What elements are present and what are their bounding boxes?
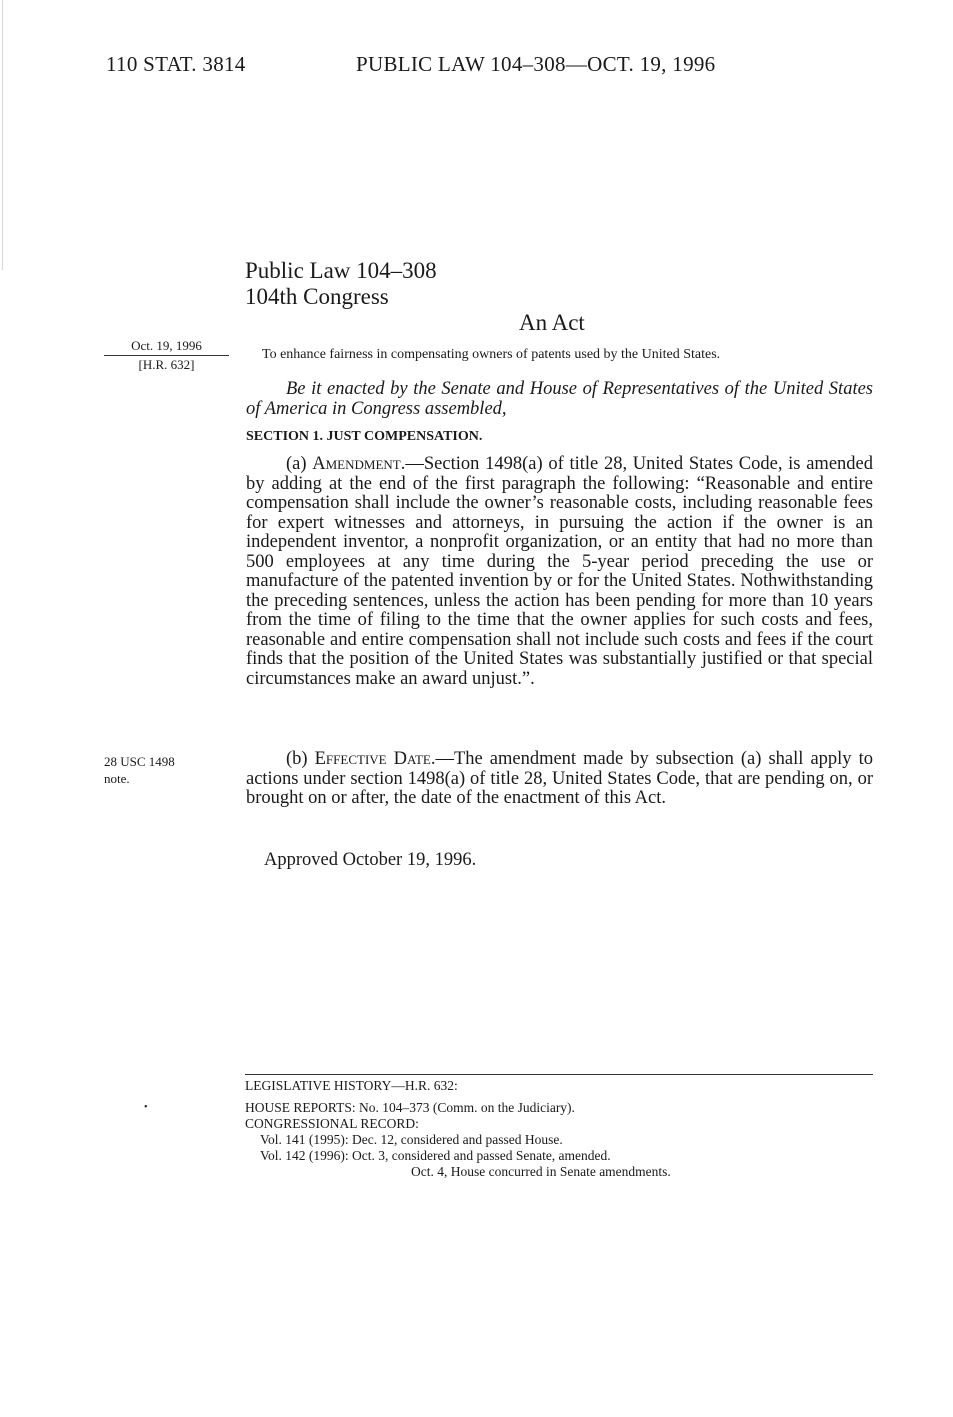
margin-note-label: note.	[104, 771, 130, 786]
subsection-b-text: .—The amendment made by subsection (a) shall apply to actions under section 1498(a) of title 28, United States Code, that are pending on, or brought on or after, the date of the enactment of this Act.	[246, 749, 873, 808]
margin-date: Oct. 19, 1996	[131, 338, 202, 353]
margin-note-citation: 28 USC 1498	[104, 754, 175, 769]
record-vol-141: Vol. 141 (1995): Dec. 12, considered and passed House.	[260, 1132, 563, 1147]
approval-line: Approved October 19, 1996.	[264, 850, 477, 870]
scan-edge-line	[2, 0, 3, 270]
act-purpose: To enhance fairness in compensating owners of patents used by the United States.	[262, 347, 721, 362]
margin-bill: [H.R. 632]	[138, 357, 195, 372]
bullet-mark: •	[144, 1102, 148, 1113]
subsection-b	[246, 750, 873, 809]
act-heading: An Act	[519, 310, 585, 335]
record-vol-142-continued: Oct. 4, House concurred in Senate amendments.	[411, 1164, 671, 1179]
law-number: Public Law 104–308	[245, 258, 437, 283]
subsection-a-caption: Amendment	[312, 454, 401, 474]
law-title-block	[245, 258, 437, 310]
stat-reference: 110 STAT. 3814	[106, 52, 246, 76]
congressional-record-title: CONGRESSIONAL RECORD:	[245, 1116, 419, 1131]
legislative-history	[245, 1074, 873, 1180]
subsection-a-label: (a)	[286, 454, 313, 474]
section-heading: SECTION 1. JUST COMPENSATION.	[246, 429, 483, 444]
record-vol-142: Vol. 142 (1996): Oct. 3, considered and passed Senate, amended.	[260, 1148, 611, 1163]
history-divider	[245, 1074, 873, 1075]
subsection-a-text: .—Section 1498(a) of title 28, United States Code, is amended by adding at the end of the first paragraph the following: “Reasonable and entire compensation shall include the owner’s reasonable costs, including reasonable fees for expert witnesses and attorneys, in pursuing the action if the owner is an independent inventor, a nonprofit organization, or an entity that had no more than 500 employees at any time during the 5-year period preceding the use or manufacture of the patented invention by or for the United States. Nothwithstanding the preceding sentences, unless the action has been pending for more than 10 years from the time of filing to the time that the owner applies for such costs and fees, reasonable and entire compensation shall not include such costs and fees if the court finds that the position of the United States was substantially justified or that special circumstances make an award unjust.”.	[246, 454, 873, 689]
subsection-b-caption: Effective Date	[314, 749, 431, 769]
subsection-a	[246, 455, 873, 689]
running-title: PUBLIC LAW 104–308—OCT. 19, 1996	[356, 52, 716, 76]
enacting-clause: Be it enacted by the Senate and House of Representatives of the United States of America in Congress assembled,	[246, 379, 873, 419]
margin-note	[104, 753, 175, 787]
subsection-b-label: (b)	[286, 749, 315, 769]
congress-number: 104th Congress	[245, 284, 389, 309]
history-title: LEGISLATIVE HISTORY—H.R. 632:	[245, 1078, 458, 1093]
margin-date-block	[104, 337, 229, 374]
house-reports: HOUSE REPORTS: No. 104–373 (Comm. on the Judiciary).	[245, 1100, 575, 1115]
